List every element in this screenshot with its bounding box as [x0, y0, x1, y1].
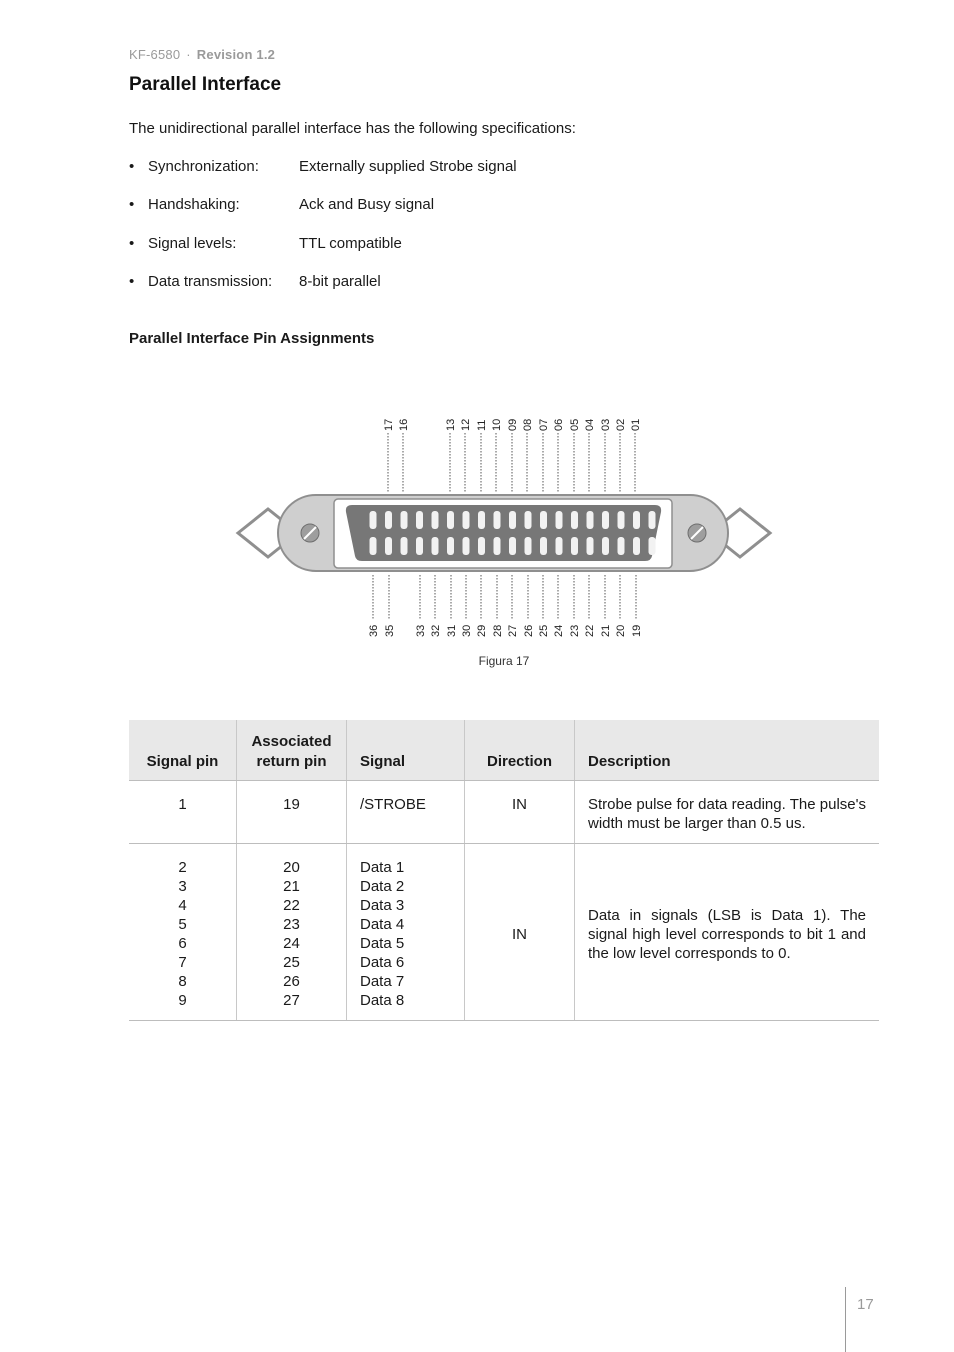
connector-insert [346, 505, 661, 561]
signal-pin-cell-value: 7 [178, 954, 187, 971]
table-body [129, 781, 879, 1021]
bottom-pin-label: 23 [569, 624, 581, 637]
contact-lower [556, 537, 563, 555]
bottom-pin-label: 31 [446, 624, 458, 637]
header-signal-pin: Signal pin [129, 720, 237, 781]
spec-label: Signal levels: [148, 234, 237, 252]
bottom-pin-label: 33 [415, 624, 427, 637]
signal-pin-cell [129, 781, 237, 844]
contact-upper [633, 511, 640, 529]
bottom-pin-label: 26 [523, 624, 535, 637]
return-pin-cell-value: 23 [283, 916, 300, 933]
top-pin-label: 03 [600, 418, 612, 431]
running-header [129, 47, 275, 62]
contact-lower [370, 537, 377, 555]
contact-lower [401, 537, 408, 555]
top-pin-label: 01 [630, 418, 642, 431]
contact-lower [478, 537, 485, 555]
bullet: • [129, 234, 135, 252]
table-row [129, 844, 879, 1021]
bottom-pin-label: 27 [507, 624, 519, 637]
return-pin-cell [237, 844, 347, 1021]
spec-item [129, 158, 517, 196]
return-pin-cell-value: 24 [283, 935, 300, 952]
bottom-pin-label: 19 [631, 624, 643, 637]
bottom-pin-label: 36 [368, 624, 380, 637]
direction-cell: IN [465, 844, 575, 1021]
spec-list [129, 158, 517, 311]
spec-item [129, 273, 517, 311]
signal-pin-cell-value: 5 [178, 916, 187, 933]
signal-pin-cell-value: 6 [178, 935, 187, 952]
contact-upper [494, 511, 501, 529]
table-header-row [129, 720, 879, 781]
signal-pin-cell-value: 9 [178, 992, 187, 1009]
bullet: • [129, 158, 135, 175]
signal-pin-cell [129, 844, 237, 1021]
spec-value: TTL compatible [299, 234, 402, 252]
bottom-pin-label: 29 [476, 624, 488, 637]
contact-upper [432, 511, 439, 529]
bottom-pin-label: 21 [600, 624, 612, 637]
connector-shell [238, 495, 770, 571]
signal-pin-cell-value: 3 [178, 878, 187, 895]
spec-value: Ack and Busy signal [299, 196, 435, 214]
contact-upper [618, 511, 625, 529]
spec-value: 8-bit parallel [299, 272, 381, 290]
spec-value: Externally supplied Strobe signal [299, 158, 517, 175]
header-signal: Signal [347, 720, 465, 781]
top-pin-label: 06 [553, 418, 565, 431]
figure-caption: Figura 17 [478, 654, 530, 668]
connector-diagram [0, 400, 954, 640]
contact-upper [649, 511, 656, 529]
contact-lower [649, 537, 656, 555]
page-number: 17 [857, 1296, 874, 1313]
header-separator: · [186, 47, 191, 62]
signal-pin-cell-value: 4 [178, 897, 187, 914]
contact-upper [587, 511, 594, 529]
return-pin-cell-value: 22 [283, 897, 300, 914]
contact-upper [401, 511, 408, 529]
return-pin-cell-value: 25 [283, 954, 300, 971]
signal-name-cell-value: /STROBE [360, 796, 426, 813]
contact-upper [416, 511, 423, 529]
signal-name-cell-value: Data 8 [360, 992, 405, 1009]
contact-upper [385, 511, 392, 529]
bottom-pin-label: 20 [615, 624, 627, 637]
contact-upper [556, 511, 563, 529]
contact-upper [509, 511, 516, 529]
signal-name-cell-value: Data 4 [360, 916, 405, 933]
return-pin-cell-value: 21 [283, 878, 300, 895]
top-pin-label: 05 [569, 418, 581, 431]
header-model: KF-6580 [129, 47, 181, 62]
contact-lower [432, 537, 439, 555]
intro-paragraph: The unidirectional parallel interface has the following specifications: [129, 120, 576, 137]
description-cell: Data in signals (LSB is Data 1). The signal high level corresponds to bit 1 and the low level corresponds to 0. [575, 844, 880, 1021]
return-pin-cell-value: 26 [283, 973, 300, 990]
contact-lower [571, 537, 578, 555]
return-pin-cell [237, 781, 347, 844]
header-revision: Revision 1.2 [196, 47, 276, 62]
bottom-pin-label: 28 [492, 624, 504, 637]
top-pin-label: 13 [445, 418, 457, 431]
contact-upper [370, 511, 377, 529]
contact-lower [618, 537, 625, 555]
spec-item [129, 235, 517, 273]
signal-name-cell-value: Data 3 [360, 897, 405, 914]
bottom-pin-label: 35 [384, 624, 396, 637]
header-return-pin-line2: return pin [256, 753, 327, 770]
top-pin-label: 17 [383, 418, 395, 431]
signal-pin-cell-value: 8 [178, 973, 187, 990]
return-pin-cell-value: 19 [283, 796, 300, 813]
contact-upper [602, 511, 609, 529]
signal-name-cell-value: Data 6 [360, 954, 405, 971]
pin-assignment-table [129, 720, 879, 1021]
bottom-pin-label: 32 [430, 624, 442, 637]
subsection-title: Parallel Interface Pin Assignments [129, 330, 375, 347]
top-pin-label: 10 [491, 418, 503, 431]
section-title: Parallel Interface [129, 74, 282, 95]
return-pin-cell-value: 27 [283, 992, 300, 1009]
signal-name-cell-value: Data 5 [360, 935, 405, 952]
bottom-pin-label: 24 [553, 624, 565, 637]
contact-lower [540, 537, 547, 555]
contact-lower [602, 537, 609, 555]
contact-upper [525, 511, 532, 529]
spec-label: Handshaking: [148, 196, 240, 214]
contact-lower [385, 537, 392, 555]
header-return-pin-line1: Associated [251, 733, 332, 750]
top-pin-label: 08 [522, 418, 534, 431]
bottom-pin-label: 25 [538, 624, 550, 637]
contact-lower [633, 537, 640, 555]
contact-lower [587, 537, 594, 555]
bullet: • [129, 272, 135, 290]
spec-label: Synchronization: [148, 158, 259, 175]
return-pin-cell-value: 20 [283, 859, 300, 876]
signal-pin-cell-value: 2 [178, 859, 187, 876]
description-cell: Strobe pulse for data reading. The pulse's width must be larger than 0.5 us. [575, 781, 880, 844]
top-pin-label: 12 [460, 418, 472, 431]
contact-lower [447, 537, 454, 555]
top-pin-label: 11 [476, 419, 488, 431]
signal-pin-cell-value: 1 [178, 796, 187, 813]
signal-name-cell [347, 781, 465, 844]
table-row [129, 781, 879, 844]
contact-upper [540, 511, 547, 529]
contact-lower [509, 537, 516, 555]
page-number-divider [845, 1287, 846, 1352]
contact-upper [463, 511, 470, 529]
top-pin-label: 16 [398, 418, 410, 431]
signal-name-cell-value: Data 1 [360, 859, 405, 876]
contact-upper [571, 511, 578, 529]
signal-name-cell [347, 844, 465, 1021]
bottom-pin-label: 22 [584, 624, 596, 637]
contact-lower [525, 537, 532, 555]
contact-lower [463, 537, 470, 555]
spec-label: Data transmission: [148, 272, 273, 290]
spec-item [129, 196, 517, 234]
top-pin-label: 02 [615, 418, 627, 431]
contact-lower [494, 537, 501, 555]
top-pin-label: 09 [507, 418, 519, 431]
direction-cell: IN [465, 781, 575, 844]
bullet: • [129, 196, 135, 214]
header-direction: Direction [465, 720, 575, 781]
signal-name-cell-value: Data 7 [360, 973, 405, 990]
header-description: Description [575, 720, 880, 781]
top-pin-label: 07 [538, 418, 550, 431]
contact-upper [447, 511, 454, 529]
header-return-pin [237, 720, 347, 781]
top-pin-label: 04 [584, 418, 596, 431]
bottom-pin-label: 30 [461, 624, 473, 637]
signal-name-cell-value: Data 2 [360, 878, 405, 895]
contact-lower [416, 537, 423, 555]
contact-upper [478, 511, 485, 529]
